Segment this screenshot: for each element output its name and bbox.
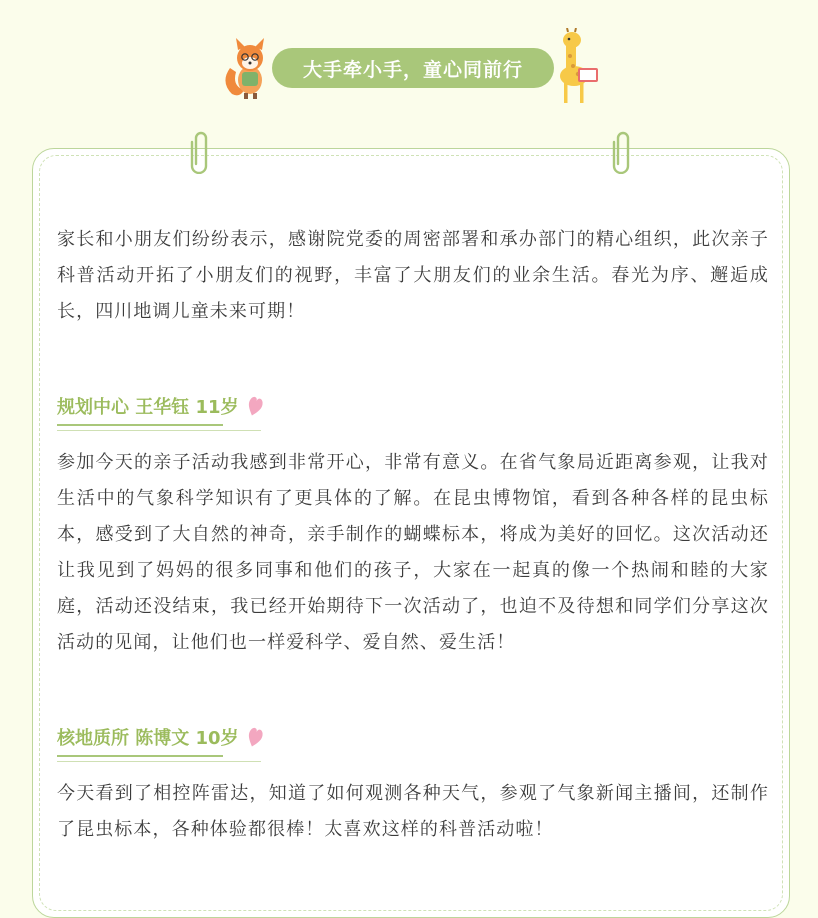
article-content bbox=[57, 222, 769, 848]
giraffe-mascot-icon bbox=[552, 28, 602, 108]
entry-text: 今天看到了相控阵雷达，知道了如何观测各种天气，参观了气象新闻主播间，还制作了昆虫标本，各种体验都很棒！太喜欢这样的科普活动啦！ bbox=[57, 783, 769, 840]
intro-paragraph: 家长和小朋友们纷纷表示，感谢院党委的周密部署和承办部门的精心组织，此次亲子科普活动开拓了小朋友们的视野，丰富了大朋友们的业余生活。春光为序、邂逅成长，四川地调儿童未来可期！ bbox=[57, 229, 769, 322]
banner-title: 大手牵小手，童心同前行 bbox=[272, 48, 554, 88]
paperclip-right-icon bbox=[612, 128, 634, 174]
fox-mascot-icon bbox=[222, 38, 274, 100]
paperclip-left-icon bbox=[190, 128, 212, 174]
heart-icon bbox=[247, 726, 263, 748]
heading-underline bbox=[57, 755, 223, 757]
heading-underline bbox=[57, 424, 223, 426]
banner-header bbox=[0, 28, 818, 108]
heart-icon bbox=[247, 395, 263, 417]
entry-heading-1 bbox=[57, 388, 769, 431]
entry-text: 参加今天的亲子活动我感到非常开心，非常有意义。在省气象局近距离参观，让我对生活中的气象科学知识有了更具体的了解。在昆虫博物馆，看到各种各样的昆虫标本，感受到了大自然的神奇，亲手制作的蝴蝶标本，将成为美好的回忆。这次活动还让我见到了妈妈的很多同事和他们的孩子，大家在一起真的像一个热闹和睦的大家庭，活动还没结束，我已经开始期待下一次活动了，也迫不及待想和同学们分享这次活动的见闻，让他们也一样爱科学、爱自然、爱生活！ bbox=[57, 452, 769, 653]
entry-author: 规划中心 王华钰 11岁 bbox=[57, 397, 239, 418]
entry-heading-2 bbox=[57, 719, 769, 762]
entry-author: 核地质所 陈博文 10岁 bbox=[57, 728, 239, 749]
